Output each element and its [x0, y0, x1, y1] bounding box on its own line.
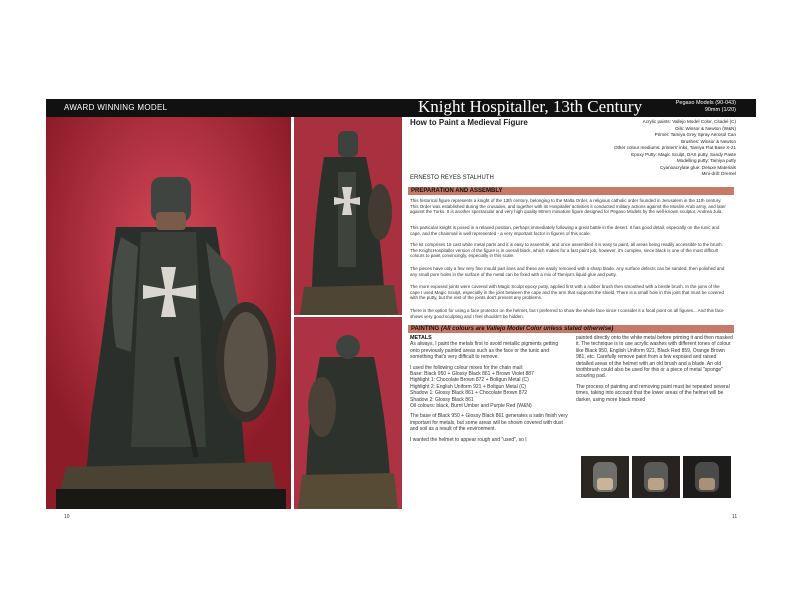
column-left	[410, 335, 568, 443]
section-title: PREPARATION AND ASSEMBLY	[411, 188, 503, 194]
scale-line: 90mm (1/20)	[704, 107, 736, 113]
section-header-preparation	[408, 187, 734, 195]
material-item: Other colour mediums: printers' inks, Tamiya Flat Base X-21	[613, 145, 736, 150]
body-paragraph: There is the option for using a face protector on the helmet, but I preferred to show the whole face since I consider it a focal point on all figures... And this face shows very good sculpting and I feel shouldn't be hidden.	[410, 308, 724, 319]
material-item: Acrylic paints: Vallejo Model Color, Citadel (C)	[642, 119, 736, 124]
helmet-technique-paragraph: painted directly onto the white metal before priming it and then masked it. The technique is to use acrylic washes with different tones of colour like Black 950, English Uniform 921, Black Red 859, Orange Brown 981, etc. Carefully remove paint from a few exposed and raised detailed areas of the helmet with an old brush and a blade. An old toothbrush could also be used for this or a piece of metal "sponge" scouring pad.	[576, 335, 733, 380]
section-title: PAINTING	[411, 326, 440, 332]
mix-line: Shadow 2: Glossy Black 861	[410, 396, 474, 403]
helmet-paragraph: I wanted the helmet to appear rough and "used", so I	[410, 436, 527, 443]
body-paragraph: The more exposed joints were covered with Magic Sculpt epoxy putty, applied first with a rubber brush then smoothed with a bristle brush. In the joins of the cape I used Magic Sculpt, especially in the joint between the cape and the arm that supports the shield. There is a small hole in this joint that must be covered with the putty, but the rest of the joints don't present any problems.	[410, 284, 724, 301]
header-band	[46, 99, 756, 117]
magazine-spread	[46, 99, 756, 526]
section-header-painting	[408, 325, 734, 333]
material-item: Cyanoacrylate glue: Deluxe Materials	[659, 164, 736, 170]
section-note: (All colours are Vallejo Model Color unless stated otherwise)	[440, 326, 614, 332]
knight-front-photo	[294, 117, 402, 315]
mix-line: Highlight 1: Chocolate Brown 872 + Boltgun Metal (C)	[410, 377, 529, 384]
material-item: Oils: Winsor & Newton (W&N)	[674, 125, 736, 131]
helmet-photo-1	[581, 456, 629, 498]
process-paragraph: The process of painting and removing paint must be repeated several times, taking into account that the lower areas of the helmet will be darker, using more black mixed	[576, 383, 730, 403]
materials-list	[521, 119, 736, 178]
body-paragraph: This historical figure represents a knight of the 13th century, belonging to the Malta Order, a religious catholic order founded in Jerusalem in the 11th century. This Order was established during the crusades, and together with its Hospitaller activities it conducted military actions against the Muslim Arab army, and later against the Turks. It is another spectacular and very high quality 90mm miniature figure designed for Pegaso Models by the well-known sculptor, Andrea Jula.	[410, 198, 726, 215]
mix-intro: I used the following colour mixes for the chain mail:	[410, 364, 524, 371]
main-knight-photo	[46, 117, 291, 509]
article-subtitle: How to Paint a Medieval Figure	[410, 118, 528, 127]
section-label: AWARD WINNING MODEL	[64, 103, 168, 112]
knight-rear-photo	[294, 317, 402, 509]
material-item: Primer: Tamiya Grey Spray Aerosol Can	[654, 132, 736, 137]
body-paragraph: The pieces have only a few very fine mould part lines and these are easily removed with a sharp blade. Any surface defects can be sanded, then polished and any small pore holes in the surface of the metal can be fixed with a mix of Tamiya's liquid glue and putty.	[410, 266, 725, 277]
helmet-photo-3	[683, 456, 731, 498]
author-name: ERNESTO REYES STALHUTH	[410, 175, 494, 181]
column-right	[576, 335, 734, 403]
mix-line: Highlight 2: English Uniform 921 + Boltgun Metal (C)	[410, 383, 527, 390]
publisher-line: Pegaso Models (90-043)	[675, 100, 736, 106]
page-number-right: 11	[732, 514, 738, 520]
material-item: Modelling putty: Tamiya putty	[676, 158, 736, 163]
publisher-info	[676, 100, 736, 114]
mix-line: Base: Black 950 + Glossy Black 861 + Brown Violet 887	[410, 371, 534, 378]
material-item: Epoxy Putty: Magic Sculpt, DAS putty, Sandy Paste	[631, 151, 736, 157]
page-number-left: 10	[64, 514, 70, 520]
material-item: Mini-drill: Dremel	[701, 171, 736, 176]
helmet-photo-2	[632, 456, 680, 498]
mix-line: Oil colours: black, Burnt Umber and Purple Red (W&N)	[410, 403, 532, 410]
article-title: Knight Hospitaller, 13th Century	[418, 97, 643, 116]
body-paragraph: This particular knight is posed in a relaxed position, perhaps immediately following a great battle in the desert. It has good detail, especially on the tunic and cape, and the chainmail is well represented - a very important factor in figures of this scale.	[410, 225, 720, 236]
base-paragraph: The base of Black 950 + Glossy Black 861 generates a satin finish very important for metals, but some areas will be shown covered with dust and soil as a result of the environment.	[410, 413, 568, 433]
metals-intro: As always, I paint the metals first to avoid metallic pigments getting onto previously painted areas such as the face or the tunic and something that's very difficult to remove.	[410, 341, 559, 361]
metals-heading: METALS	[410, 335, 432, 341]
mix-line: Shadow 1: Glossy Black 861 + Chocolate Brown 872	[410, 390, 528, 397]
body-paragraph: The kit comprises 16 cast white metal parts and it is easy to assemble, and once assembled it is easy to paint, all areas being readily accessible to the brush. The Knight Hospitaller version of the figure is in overall black, which makes for a fast paint job, however, it's complex, since black is one of the most difficult colours to paint convincingly, especially in this scale.	[410, 242, 723, 259]
material-item: Brushes: Winsor & Newton	[681, 138, 736, 144]
